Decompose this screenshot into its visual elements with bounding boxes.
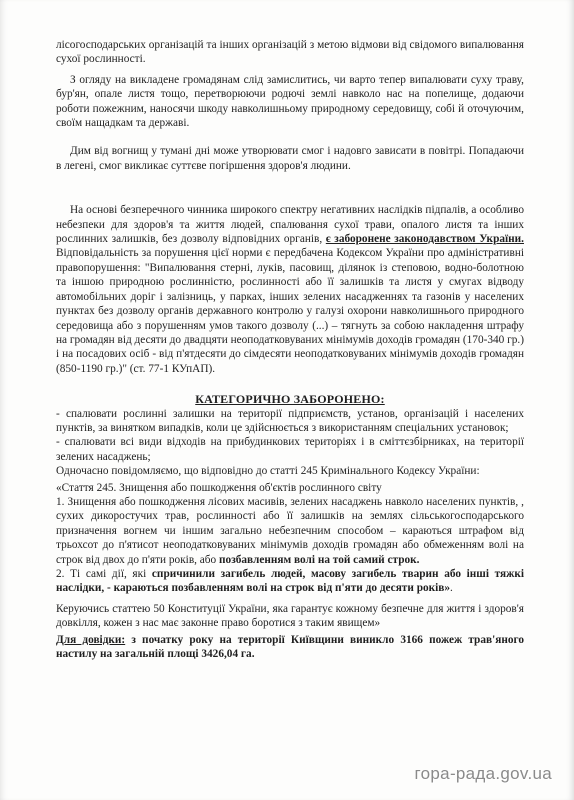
paragraph-intro-continuation: лісогосподарських організацій та інших організацій з метою відмови від свідомого випалювання сухої рослинності. — [56, 39, 524, 66]
paragraph-appeal: З огляду на викладене громадянам слід замислитись, чи варто тепер випалювати суху траву, бур'ян, опале листя тощо, перетворюючи родючі землі навколо нас на попелище, додаючи роботи пожежним, наносячи шкоду навколишньому природному середовищу, собі й оточуючим, своїм нащадкам та державі. — [56, 73, 524, 130]
reference-label: Для довідки: — [56, 633, 126, 646]
paragraph-criminal-code-intro: Одночасно повідомляємо, що відповідно до статті 245 Кримінального Кодексу України: — [56, 465, 480, 478]
article-part-2 — [56, 567, 524, 596]
article-part-1 — [56, 495, 524, 567]
article-title: «Стаття 245. Знищення або пошкодження об'єктів рослинного світу — [56, 481, 382, 494]
list-item: - спалювати рослинні залишки на території підприємств, установ, організацій і населених пунктів, за винятком випадків, коли це здійснюється з використанням спеціальних установок; — [56, 407, 524, 434]
prohibited-heading: КАТЕГОРИЧНО ЗАБОРОНЕНО: — [195, 392, 385, 407]
site-watermark: гора-рада.gov.ua — [414, 764, 552, 783]
article-part-2-text: 2. Ті самі дії, які — [56, 568, 152, 580]
article-part-2-end: . — [450, 582, 453, 595]
article-part-2-emphasis: спричинили загибель людей, масову загибель тварин або інші тяжкі наслідки, - караються позбавленням волі на строк від п'яти до десяти років» — [56, 568, 524, 595]
article-part-1-emphasis: позбавленням волі на той самий строк. — [219, 553, 420, 566]
legal-basis-text: На основі безперечного чинника широкого спектру негативних наслідків підпалів, а особливо небезпеки для здоров'я та життя людей, спалювання сухої трави, опалого листя та інших рослинних залишків, без дозволу відповідних органів, — [56, 204, 524, 246]
paragraph-reference — [56, 633, 524, 662]
document-body — [56, 0, 524, 661]
list-item: - спалювати всі види відходів на прибудинкових територіях і в сміттєзбірниках, на території зелених насаджень; — [56, 436, 524, 463]
paragraph-constitution: Керуючись статтею 50 Конституції України, яка гарантує кожному безпечне для життя і здоров'я довкілля, кожен з нас має законне право боротися з таким явищем» — [56, 602, 524, 630]
reference-text: з початку року на території Київщини виникло 3166 пожеж трав'яного настилу на загальній площі 3426,04 га. — [56, 633, 524, 661]
paragraph-smog: Дим від вогнищ у тумані дні може утворювати смог і надовго зависати в повітрі. Попадаючи в легені, смог викликає суттєве погіршення здоров'я людини. — [56, 145, 524, 172]
legal-basis-text-rest: Відповідальність за порушення цієї норми є передбачена Кодексом України про адміністративні правопорушення: "Випалювання стерні, луків, пасовищ, ділянок із степовою, водно-болотною та іншою природною рослинністю, рослинності або її залишків та листя у смугах відводу автомобільних доріг і залізниць, у парках, інших зелених насадженнях та газонів у населених пунктах без дозволу органів державного контролю у галузі охорони навколишнього природного середовища або з порушенням умов такого дозволу (...) – тягнуть за собою накладення штрафу на громадян від десяти до двадцяти неоподатковуваних мінімумів доходів громадян (170-340 гр.) і на посадових осіб - від п'ятдесяти до сімдесяти неоподатковуваних мінімумів доходів громадян (850-1190 гр.)" (ст. 77-1 КУпАП). — [56, 247, 524, 375]
legal-prohibition-emphasis: є заборонене законодавством України. — [325, 233, 524, 246]
article-part-1-text: 1. Знищення або пошкодження лісових масивів, зелених насаджень навколо населених пунктів, , сухих дикоростучих трав, рослинності або її залишків на землях сільськогосподарського призначення вогнем чи іншим загально небезпечним способом – караються штрафом від трьохсот до п'ятисот неоподатковуваних мінімумів доходів громадян або обмеженням волі на строк від двох до п'яти років, або — [56, 495, 524, 566]
paragraph-legal-basis — [56, 203, 524, 376]
prohibited-list — [56, 407, 524, 465]
